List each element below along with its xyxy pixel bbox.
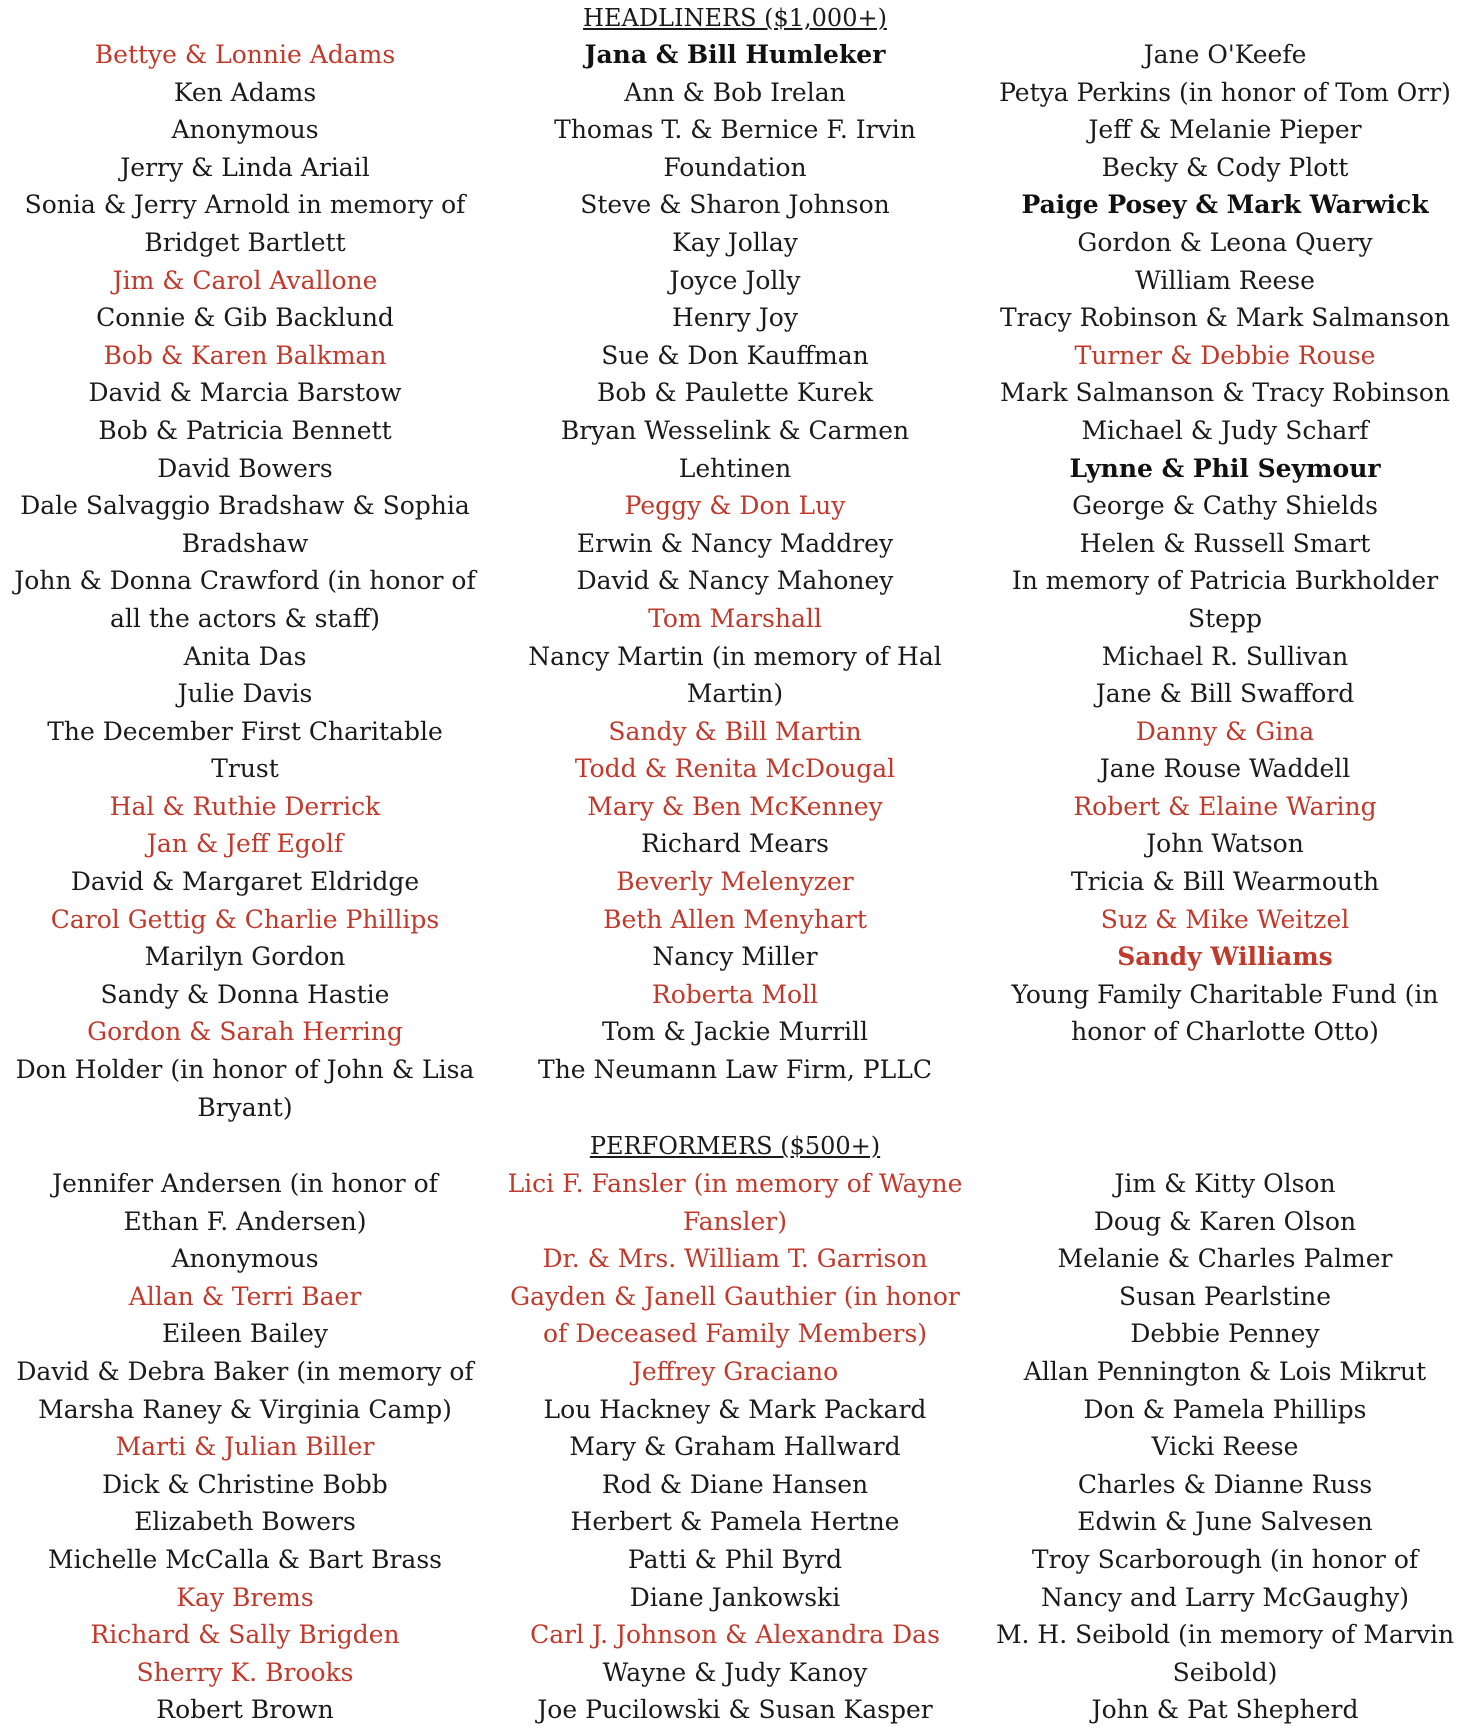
performers-column-1	[0, 1165, 490, 1729]
donor-entry: Robert & Elaine Waring	[1073, 791, 1377, 821]
donor-entry: Kay Brems	[176, 1582, 314, 1612]
donor-entry: Petya Perkins (in honor of Tom Orr)	[999, 77, 1451, 107]
donor-entry: David Bowers	[157, 453, 333, 483]
donor-entry: Sandy & Donna Hastie	[100, 979, 390, 1009]
donor-entry: Tracy Robinson & Mark Salmanson	[1000, 303, 1450, 333]
donor-entry: Ken Adams	[173, 77, 317, 107]
donor-entry: Young Family Charitable Fund (in honor of Charlotte Otto)	[1011, 979, 1439, 1047]
donor-entry: Beverly Melenyzer	[616, 867, 854, 897]
donor-entry: Carl J. Johnson & Alexandra Das	[530, 1620, 940, 1650]
donor-entry: Nancy Miller	[652, 942, 818, 972]
donor-entry: Turner & Debbie Rouse	[1074, 340, 1376, 370]
donor-entry: Joe Pucilowski & Susan Kasper	[537, 1695, 933, 1725]
donor-entry: Jane & Bill Swafford	[1095, 679, 1355, 709]
donor-entry: Connie & Gib Backlund	[96, 303, 394, 333]
donor-entry: Eileen Bailey	[161, 1319, 329, 1349]
donor-entry: Susan Pearlstine	[1118, 1281, 1332, 1311]
donor-entry: Michelle McCalla & Bart Brass	[47, 1544, 442, 1574]
donor-entry: Michael R. Sullivan	[1101, 641, 1349, 671]
donor-entry: Anita Das	[183, 641, 307, 671]
performers-column-2	[490, 1165, 980, 1729]
donor-entry: Herbert & Pamela Hertne	[570, 1507, 900, 1537]
donor-entry: Mary & Graham Hallward	[569, 1432, 901, 1462]
headliners-column-3	[980, 36, 1470, 1051]
donor-entry: Sonia & Jerry Arnold in memory of Bridget Bartlett	[24, 190, 466, 257]
headliners-heading: HEADLINERS ($1,000+)	[583, 4, 887, 32]
donor-entry: Tom Marshall	[648, 603, 822, 633]
headliners-column-2	[490, 36, 980, 1089]
donor-entry: Jerry & Linda Ariail	[120, 152, 370, 182]
donor-entry: David & Marcia Barstow	[88, 378, 402, 408]
donor-entry: Edwin & June Salvesen	[1077, 1507, 1373, 1537]
donor-entry: David & Nancy Mahoney	[576, 566, 894, 596]
donor-entry: Paige Posey & Mark Warwick	[1021, 190, 1429, 220]
donor-entry: Joyce Jolly	[669, 265, 801, 295]
donor-entry: Marti & Julian Biller	[115, 1432, 375, 1462]
donor-entry: Anonymous	[171, 1244, 319, 1274]
donor-entry: John & Pat Shepherd	[1091, 1695, 1359, 1725]
donor-entry: Bettye & Lonnie Adams	[94, 40, 396, 69]
donor-entry: Lici F. Fansler (in memory of Wayne Fansler)	[507, 1169, 963, 1236]
donor-entry: Mary & Ben McKenney	[587, 791, 883, 821]
donor-entry: John & Donna Crawford (in honor of all the actors & staff)	[14, 566, 476, 633]
donor-entry: Jeff & Melanie Pieper	[1088, 115, 1362, 145]
donor-entry: Richard & Sally Brigden	[90, 1620, 400, 1650]
donor-entry: Becky & Cody Plott	[1101, 152, 1349, 182]
headliners-column-1	[0, 36, 490, 1126]
donor-entry: Debbie Penney	[1130, 1319, 1320, 1349]
donor-entry: Troy Scarborough (in honor of Nancy and Larry McGaughy)	[1031, 1544, 1419, 1612]
donor-entry: Richard Mears	[641, 829, 829, 859]
donor-entry: Nancy Martin (in memory of Hal Martin)	[528, 641, 942, 709]
donor-entry: Roberta Moll	[651, 979, 819, 1009]
donor-entry: The Neumann Law Firm, PLLC	[538, 1055, 932, 1085]
donor-entry: Patti & Phil Byrd	[627, 1544, 843, 1574]
donor-entry: Jan & Jeff Egolf	[146, 829, 344, 859]
donor-entry: Dr. & Mrs. William T. Garrison	[542, 1244, 928, 1274]
donor-entry: Dick & Christine Bobb	[102, 1469, 388, 1499]
donor-entry: Anonymous	[171, 115, 319, 145]
donor-entry: Kay Jollay	[672, 227, 798, 257]
donor-entry: Don Holder (in honor of John & Lisa Bryant)	[15, 1055, 475, 1122]
donor-entry: Carol Gettig & Charlie Phillips	[50, 904, 440, 934]
donor-entry: Charles & Dianne Russ	[1077, 1469, 1373, 1499]
donor-entry: Jana & Bill Humleker	[584, 40, 886, 69]
donor-entry: Gordon & Sarah Herring	[87, 1017, 403, 1047]
donor-entry: Vicki Reese	[1151, 1432, 1299, 1462]
performers-column-3	[980, 1165, 1470, 1729]
donor-entry: Jane Rouse Waddell	[1099, 754, 1351, 784]
donor-entry: George & Cathy Shields	[1072, 491, 1378, 521]
donor-entry: Steve & Sharon Johnson	[580, 190, 890, 220]
donor-entry: Jane O'Keefe	[1143, 40, 1307, 69]
donor-entry: Gayden & Janell Gauthier (in honor of Deceased Family Members)	[510, 1281, 960, 1349]
donor-entry: Sue & Don Kauffman	[601, 340, 869, 370]
donor-entry: Don & Pamela Phillips	[1083, 1394, 1367, 1424]
donor-entry: Suz & Mike Weitzel	[1100, 904, 1350, 934]
donor-entry: Lou Hackney & Mark Packard	[543, 1394, 927, 1424]
donor-entry: Bryan Wesselink & Carmen Lehtinen	[560, 415, 910, 483]
donor-entry: Sandy Williams	[1117, 942, 1333, 972]
donor-entry: Julie Davis	[177, 679, 313, 709]
donor-entry: Robert Brown	[156, 1695, 334, 1725]
donor-entry: Allan & Terri Baer	[128, 1281, 362, 1311]
donor-entry: William Reese	[1135, 265, 1315, 295]
donor-entry: Sandy & Bill Martin	[608, 716, 862, 746]
performers-heading: PERFORMERS ($500+)	[589, 1132, 881, 1160]
donor-entry: Bob & Karen Balkman	[103, 340, 387, 370]
donor-entry: Wayne & Judy Kanoy	[602, 1657, 868, 1687]
donor-entry: Marilyn Gordon	[144, 942, 346, 972]
donor-entry: Bob & Paulette Kurek	[596, 378, 874, 408]
donor-entry: Helen & Russell Smart	[1079, 528, 1371, 558]
donor-entry: Melanie & Charles Palmer	[1057, 1244, 1393, 1274]
donor-entry: Rod & Diane Hansen	[601, 1469, 869, 1499]
donor-entry: Jim & Carol Avallone	[112, 265, 378, 295]
donor-entry: Jim & Kitty Olson	[1114, 1169, 1336, 1198]
donor-entry: Dale Salvaggio Bradshaw & Sophia Bradshaw	[20, 491, 470, 558]
donor-entry: M. H. Seibold (in memory of Marvin Seibold)	[995, 1620, 1455, 1687]
donor-entry: Beth Allen Menyhart	[603, 904, 867, 934]
donor-entry: John Watson	[1146, 829, 1304, 859]
donor-entry: Danny & Gina	[1135, 716, 1315, 746]
donor-entry: Bob & Patricia Bennett	[98, 415, 392, 445]
donor-entry: Hal & Ruthie Derrick	[109, 791, 381, 821]
donor-entry: Elizabeth Bowers	[134, 1507, 356, 1537]
donor-entry: Henry Joy	[672, 303, 798, 333]
donor-entry: Lynne & Phil Seymour	[1069, 453, 1381, 483]
donor-entry: David & Margaret Eldridge	[70, 867, 420, 897]
donor-entry: Tom & Jackie Murrill	[601, 1017, 869, 1047]
donor-entry: Michael & Judy Scharf	[1081, 415, 1369, 445]
donor-entry: David & Debra Baker (in memory of Marsha Raney & Virginia Camp)	[16, 1356, 474, 1424]
donor-entry: The December First Charitable Trust	[47, 716, 443, 784]
donor-entry: Allan Pennington & Lois Mikrut	[1023, 1356, 1427, 1386]
donor-entry: Diane Jankowski	[629, 1582, 841, 1612]
donor-entry: Thomas T. & Bernice F. Irvin Foundation	[554, 115, 916, 182]
donor-entry: Jennifer Andersen (in honor of Ethan F. Andersen)	[52, 1169, 438, 1236]
donor-entry: Todd & Renita McDougal	[574, 754, 896, 784]
donor-entry: Peggy & Don Luy	[624, 491, 846, 521]
donor-entry: Tricia & Bill Wearmouth	[1070, 867, 1380, 897]
donor-entry: Ann & Bob Irelan	[624, 77, 846, 107]
donor-entry: Mark Salmanson & Tracy Robinson	[1000, 378, 1450, 408]
donor-entry: Jeffrey Graciano	[631, 1356, 839, 1386]
donor-entry: Doug & Karen Olson	[1093, 1206, 1357, 1236]
donor-entry: Sherry K. Brooks	[136, 1657, 354, 1687]
donor-entry: Gordon & Leona Query	[1077, 227, 1373, 257]
donor-entry: Erwin & Nancy Maddrey	[576, 528, 894, 558]
donor-entry: In memory of Patricia Burkholder Stepp	[1011, 566, 1439, 633]
